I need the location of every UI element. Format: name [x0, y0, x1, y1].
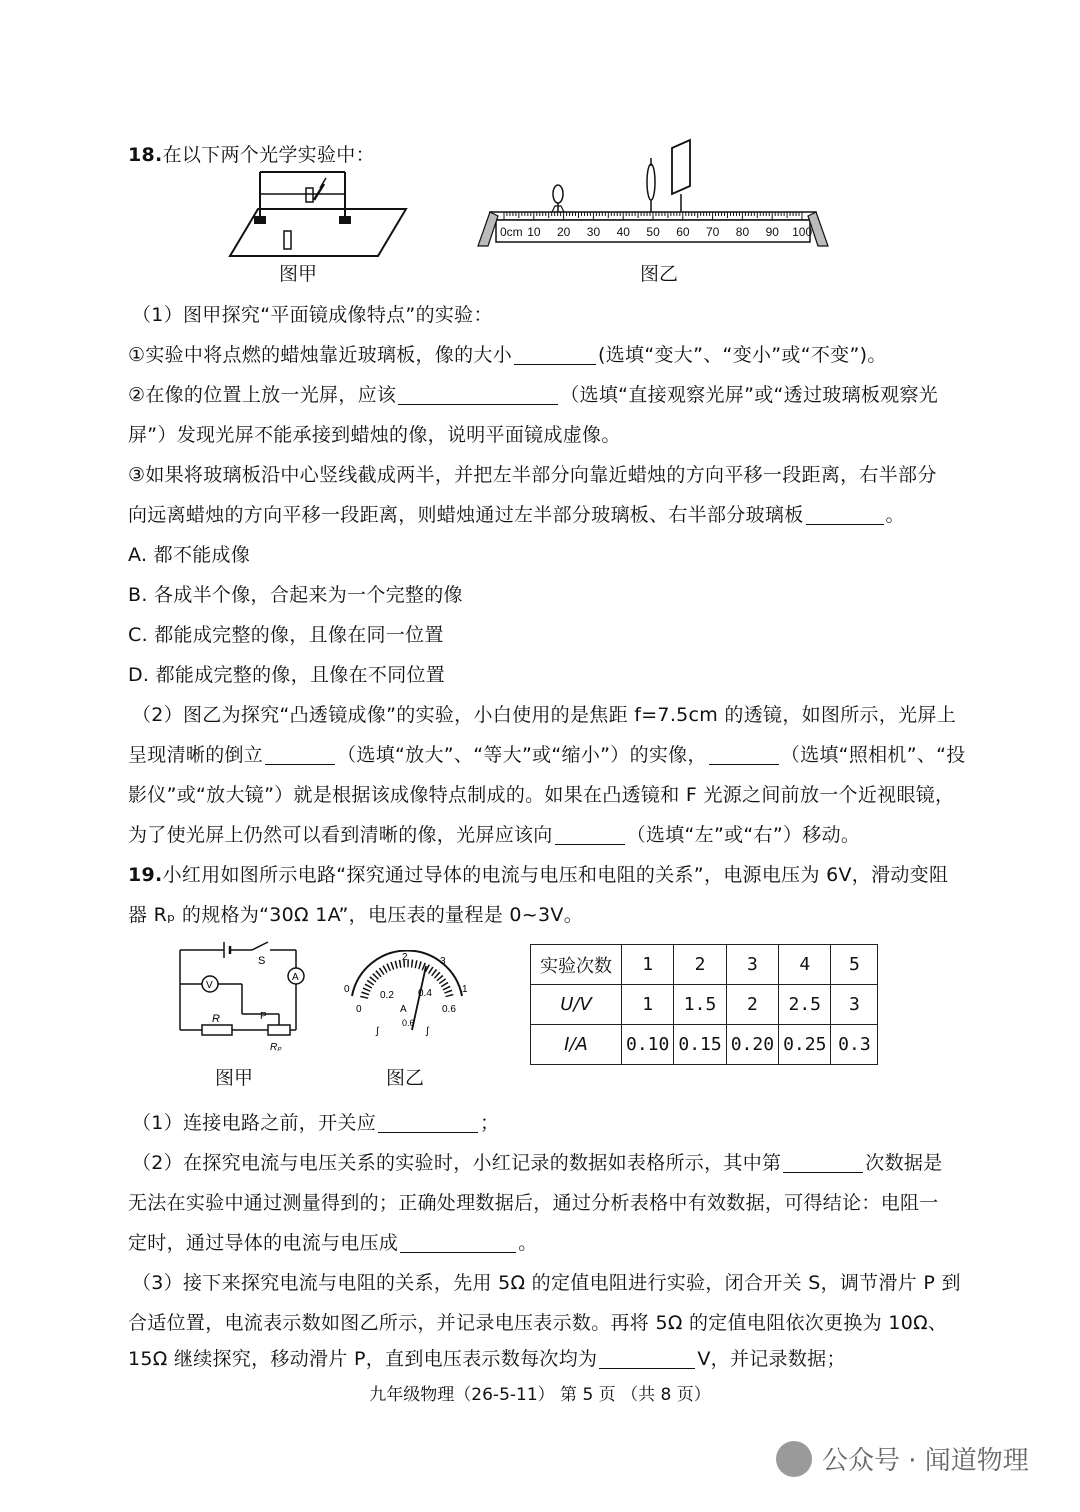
- svg-text:A: A: [400, 1004, 407, 1015]
- svg-text:0.4: 0.4: [418, 988, 432, 999]
- slider-label: P: [260, 1011, 267, 1022]
- answer-blank[interactable]: [265, 744, 335, 765]
- watermark: [776, 1440, 1029, 1477]
- q19-number: 19.: [128, 864, 163, 886]
- q18-item3-cont: [128, 502, 958, 528]
- figure-jia-caption-19: 图甲: [215, 1067, 254, 1089]
- ruler-label: 20: [557, 225, 571, 239]
- ammeter-label: A: [292, 972, 299, 983]
- q18-part2-text: 呈现清晰的倒立: [128, 744, 264, 766]
- q19-title-line2: 器 Rₚ 的规格为“30Ω 1A”，电压表的量程是 0~3V。: [128, 904, 584, 926]
- q19-part1: [132, 1110, 962, 1136]
- svg-text:0: 0: [344, 984, 350, 995]
- q19-part2-text-3: 定时，通过导体的电流与电压成: [128, 1232, 399, 1254]
- figure-yi-caption-18: 图乙: [640, 263, 679, 285]
- q18-part2-line2: [128, 742, 966, 768]
- voltmeter-label: V: [206, 980, 213, 991]
- page-footer: 九年级物理（26-5-11） 第 5 页 （共 8 页）: [369, 1385, 711, 1405]
- ruler-label: 10: [527, 225, 541, 239]
- table-header-cell: 实验次数: [531, 945, 622, 985]
- q19-title: [128, 862, 958, 888]
- q18-item2-cont: 屏”）发现光屏不能承接到蜡烛的像，说明平面镜成虚像。: [128, 424, 621, 446]
- svg-text:∫: ∫: [426, 1026, 429, 1037]
- rheostat-label: Rₚ: [270, 1042, 282, 1053]
- q18-item2: [128, 382, 958, 408]
- svg-text:2: 2: [402, 952, 408, 963]
- wechat-icon: [776, 1441, 812, 1477]
- answer-blank[interactable]: [599, 1348, 695, 1369]
- answer-blank[interactable]: [398, 384, 558, 405]
- q18-item1-options: (选填“变大”、“变小”或“不变”)。: [598, 344, 887, 366]
- q18-item3-text: 向远离蜡烛的方向平移一段距离，则蜡烛通过左半部分玻璃板、右半部分玻璃板: [128, 504, 804, 526]
- resistor-label: R: [212, 1013, 220, 1025]
- ruler-label: 0cm: [500, 225, 523, 239]
- q18-item2-options: （选填“直接观察光屏”或“透过玻璃板观察光: [560, 384, 939, 406]
- q18-part2-line4: [128, 822, 958, 848]
- table-row: [531, 1025, 878, 1065]
- q18-item1-text: ①实验中将点燃的蜡烛靠近玻璃板，像的大小: [128, 344, 513, 366]
- table-cell: 0.25: [779, 1025, 831, 1065]
- q18-part1-intro: （1）图甲探究“平面镜成像特点”的实验：: [132, 304, 493, 326]
- q19-part3-line2: 合适位置，电流表示数如图乙所示，并记录电压表示数。再将 5Ω 的定值电阻依次更换为 10Ω、: [128, 1312, 948, 1334]
- q19-part2-text: （2）在探究电流与电压关系的实验时，小红记录的数据如表格所示，其中第: [132, 1152, 782, 1174]
- table-col-header: 2: [674, 945, 726, 985]
- option-c: C. 都能成完整的像，且像在同一位置: [128, 624, 444, 646]
- table-cell: 2.5: [779, 985, 831, 1025]
- svg-text:0.6: 0.6: [442, 1004, 456, 1015]
- q18-number: 18.: [128, 144, 163, 166]
- table-cell: 1: [622, 985, 674, 1025]
- answer-blank[interactable]: [555, 824, 625, 845]
- q18-part2: （2）图乙为探究“凸透镜成像”的实验，小白使用的是焦距 f=7.5cm 的透镜，如图所示，光屏上: [132, 704, 957, 726]
- ruler-label: 30: [586, 225, 601, 239]
- svg-text:0.6: 0.6: [402, 1018, 415, 1028]
- ammeter-dial: [342, 950, 472, 1040]
- q18-part2-line3: 影仪”或“放大镜”）就是根据该成像特点制成的。如果在凸透镜和 F 光源之间前放一个近视眼镜，: [128, 784, 955, 806]
- q19-part1-text: （1）连接电路之前，开关应: [132, 1112, 376, 1134]
- q18-item3-end: 。: [885, 504, 905, 526]
- table-cell: 3: [831, 985, 878, 1025]
- answer-blank[interactable]: [806, 504, 884, 525]
- answer-blank[interactable]: [709, 744, 779, 765]
- ruler-label: 70: [706, 225, 720, 239]
- option-b: B. 各成半个像，合起来为一个完整的像: [128, 584, 463, 606]
- figure-yi-caption-19: 图乙: [386, 1067, 425, 1089]
- q18-item2-text: ②在像的位置上放一光屏，应该: [128, 384, 397, 406]
- answer-blank[interactable]: [514, 344, 596, 365]
- svg-text:1: 1: [462, 984, 468, 995]
- table-row-label: U/V: [531, 985, 622, 1025]
- q19-part1-end: ；: [480, 1112, 500, 1134]
- svg-text:0: 0: [356, 1004, 362, 1015]
- q19-part2-end: 次数据是: [865, 1152, 943, 1174]
- table-row-label: I/A: [531, 1025, 622, 1065]
- q18-item1: [128, 342, 958, 368]
- table-cell: 0.15: [674, 1025, 726, 1065]
- q18-part2-options-a: （选填“放大”、“等大”或“缩小”）的实像，: [337, 744, 707, 766]
- table-col-header: 3: [726, 945, 778, 985]
- watermark-text: 公众号 · 闻道物理: [822, 1446, 1029, 1476]
- option-d: D. 都能成完整的像，且像在不同位置: [128, 664, 446, 686]
- answer-blank[interactable]: [783, 1152, 863, 1173]
- table-col-header: 4: [779, 945, 831, 985]
- table-cell: 0.10: [622, 1025, 674, 1065]
- q19-part2-end-3: 。: [518, 1232, 538, 1254]
- q19-part3-text-3: 15Ω 继续探究，移动滑片 P，直到电压表示数每次均为: [128, 1348, 598, 1370]
- q19-part3-line3: [128, 1346, 958, 1372]
- ruler-label: 100: [792, 225, 813, 239]
- optical-bench-figure: [474, 136, 834, 256]
- q19-part3-end-3: V，并记录数据；: [697, 1348, 846, 1370]
- table-cell: 0.20: [726, 1025, 778, 1065]
- q19-part3: （3）接下来探究电流与电阻的关系，先用 5Ω 的定值电阻进行实验，闭合开关 S，调节滑片 P 到: [132, 1272, 961, 1294]
- ruler-label: 90: [765, 225, 779, 239]
- q18-item3: ③如果将玻璃板沿中心竖线截成两半，并把左半部分向靠近蜡烛的方向平移一段距离，右半部分: [128, 464, 937, 486]
- option-a: A. 都不能成像: [128, 544, 251, 566]
- table-col-header: 1: [622, 945, 674, 985]
- switch-label: S: [258, 955, 266, 967]
- table-row: [531, 945, 878, 985]
- q19-part2: [132, 1150, 962, 1176]
- answer-blank[interactable]: [400, 1232, 516, 1253]
- ruler-label: 60: [676, 225, 690, 239]
- svg-text:0.2: 0.2: [380, 990, 394, 1001]
- figure-jia-caption-18: 图甲: [279, 263, 318, 285]
- q18-part2-text-4: 为了使光屏上仍然可以看到清晰的像，光屏应该向: [128, 824, 553, 846]
- table-col-header: 5: [831, 945, 878, 985]
- ruler-label: 40: [616, 225, 630, 239]
- circuit-diagram: [172, 934, 312, 1064]
- table-cell: 2: [726, 985, 778, 1025]
- q18-title-text: 在以下两个光学实验中：: [162, 144, 375, 166]
- table-row: [531, 985, 878, 1025]
- ruler-label: 50: [646, 225, 660, 239]
- q19-part2-line3: [128, 1230, 958, 1256]
- plane-mirror-figure: [228, 164, 408, 264]
- svg-text:3: 3: [440, 956, 446, 967]
- experiment-data-table: [530, 944, 878, 1065]
- table-cell: 1.5: [674, 985, 726, 1025]
- ruler-label: 80: [735, 225, 750, 239]
- table-cell: 0.3: [831, 1025, 878, 1065]
- q18-part2-options-c: （选填“左”或“右”）移动。: [626, 824, 861, 846]
- svg-text:∫: ∫: [376, 1026, 379, 1037]
- answer-blank[interactable]: [378, 1112, 478, 1133]
- q19-title-text: 小红用如图所示电路“探究通过导体的电流与电压和电阻的关系”，电源电压为 6V，滑动变阻: [162, 864, 949, 886]
- q18-part2-options-b: （选填“照相机”、“投: [780, 744, 966, 766]
- q19-part2-line2: 无法在实验中通过测量得到的；正确处理数据后，通过分析表格中有效数据，可得结论：电阻一: [128, 1192, 939, 1214]
